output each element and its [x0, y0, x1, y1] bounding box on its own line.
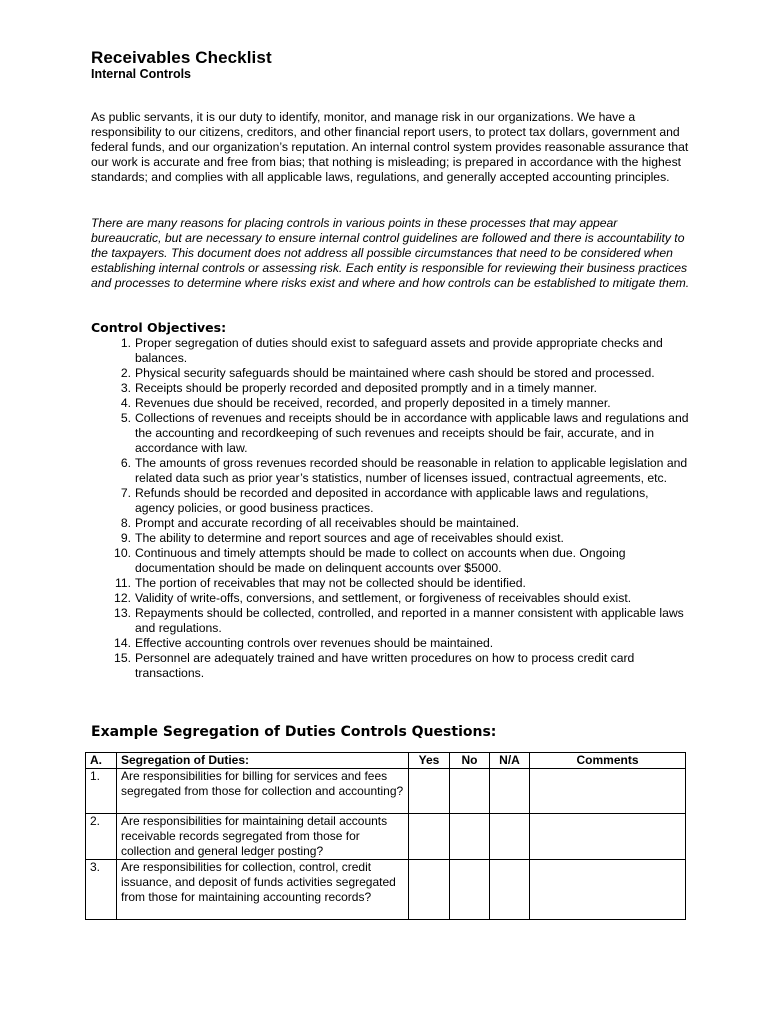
item-text: Personnel are adequately trained and have written procedures on how to process credit card transactions. [135, 651, 635, 680]
item-number: 15. [114, 651, 131, 665]
example-questions-heading: Example Segregation of Duties Controls Questions: [91, 724, 497, 740]
item-number: 6. [120, 456, 131, 470]
item-number: 2. [120, 366, 131, 380]
item-text: Physical security safeguards should be maintained where cash should be stored and processed. [135, 366, 655, 380]
item-number: 11. [114, 576, 131, 590]
row-number: 1. [86, 769, 117, 814]
item-text: Revenues due should be received, recorded, and properly deposited in a timely manner. [135, 396, 611, 410]
item-number: 8. [120, 516, 131, 530]
item-number: 14. [114, 636, 131, 650]
yes-header: Yes [409, 753, 450, 769]
row-question: Are responsibilities for billing for services and fees segregated from those for collection and accounting? [117, 769, 409, 814]
no-cell[interactable] [450, 769, 490, 814]
disclaimer-paragraph: There are many reasons for placing controls in various points in these processes that may appear bureaucratic, but are necessary to ensure internal control guidelines are followed and there is accountability to the taxpayers. This document does not address all possible circumstances that need to be considered when establishing internal controls or assessing risk. Each entity is responsible for reviewing their business practices and processes to determine where risks exist and where and how controls can be established to mitigate them. [91, 216, 690, 290]
row-question: Are responsibilities for maintaining detail accounts receivable records segregated from those for collection and general ledger posting? [117, 814, 409, 860]
row-question: Are responsibilities for collection, control, credit issuance, and deposit of funds activities segregated from those for maintaining accounting records? [117, 860, 409, 920]
list-item [91, 366, 691, 381]
item-number: 9. [120, 531, 131, 545]
item-text: Repayments should be collected, controlled, and reported in a manner consistent with applicable laws and regulations. [135, 606, 684, 635]
item-number: 3. [120, 381, 131, 395]
no-header: No [450, 753, 490, 769]
section-header: A. [86, 753, 117, 769]
list-item [91, 636, 691, 651]
item-text: Validity of write-offs, conversions, and settlement, or forgiveness of receivables should exist. [135, 591, 632, 605]
table-row [86, 814, 686, 860]
list-item [91, 381, 691, 396]
table-row [86, 769, 686, 814]
yes-cell[interactable] [409, 860, 450, 920]
list-item [91, 486, 691, 516]
control-objectives-heading: Control Objectives: [91, 320, 227, 335]
list-item [91, 456, 691, 486]
na-cell[interactable] [490, 769, 530, 814]
no-cell[interactable] [450, 860, 490, 920]
na-header: N/A [490, 753, 530, 769]
row-number: 2. [86, 814, 117, 860]
item-text: The portion of receivables that may not be collected should be identified. [135, 576, 526, 590]
list-item [91, 531, 691, 546]
comments-cell[interactable] [530, 769, 686, 814]
list-item [91, 336, 691, 366]
item-text: Proper segregation of duties should exist to safeguard assets and provide appropriate checks and balances. [135, 336, 663, 365]
item-text: The amounts of gross revenues recorded should be reasonable in relation to applicable legislation and related data such as prior year’s statistics, number of licenses issued, contractual agreements, etc. [135, 456, 688, 485]
list-item [91, 516, 691, 531]
comments-header: Comments [530, 753, 686, 769]
table-row [86, 860, 686, 920]
page-title: Receivables Checklist [91, 48, 272, 67]
item-number: 7. [120, 486, 131, 500]
na-cell[interactable] [490, 860, 530, 920]
page-subtitle: Internal Controls [91, 67, 192, 81]
item-text: Prompt and accurate recording of all receivables should be maintained. [135, 516, 520, 530]
item-text: Refunds should be recorded and deposited in accordance with applicable laws and regulations, agency policies, or good business practices. [135, 486, 649, 515]
row-number: 3. [86, 860, 117, 920]
intro-paragraph: As public servants, it is our duty to identify, monitor, and manage risk in our organizations. We have a responsibility to our citizens, creditors, and other financial report users, to protect tax dollars, government and federal funds, and our organization’s reputation. An internal control system provides reasonable assurance that our work is accurate and free from bias; that nothing is misleading; is prepared in accordance with the highest standards; and complies with all applicable laws, regulations, and generally accepted accounting principles. [91, 110, 689, 184]
no-cell[interactable] [450, 814, 490, 860]
list-item [91, 606, 691, 636]
comments-cell[interactable] [530, 860, 686, 920]
item-text: Effective accounting controls over revenues should be maintained. [135, 636, 494, 650]
item-number: 5. [120, 411, 131, 425]
item-text: The ability to determine and report sources and age of receivables should exist. [135, 531, 564, 545]
list-item [91, 576, 691, 591]
comments-cell[interactable] [530, 814, 686, 860]
table-header-row [86, 753, 686, 769]
yes-cell[interactable] [409, 814, 450, 860]
yes-cell[interactable] [409, 769, 450, 814]
item-number: 1. [120, 336, 131, 350]
item-number: 13. [114, 606, 131, 620]
item-text: Continuous and timely attempts should be made to collect on accounts when due. Ongoing documentation should be made on delinquent accounts over $5000. [135, 546, 626, 575]
item-number: 10. [114, 546, 131, 560]
item-number: 4. [120, 396, 131, 410]
list-item [91, 546, 691, 576]
control-objectives-list [91, 336, 691, 681]
item-number: 12. [114, 591, 131, 605]
item-text: Receipts should be properly recorded and deposited promptly and in a timely manner. [135, 381, 598, 395]
item-text: Collections of revenues and receipts should be in accordance with applicable laws and regulations and the accounting and recordkeeping of such revenues and receipts should be fair, accurate, and in accordance with law. [135, 411, 689, 455]
list-item [91, 591, 691, 606]
list-item [91, 651, 691, 681]
segregation-of-duties-table [85, 752, 686, 920]
list-item [91, 396, 691, 411]
list-item [91, 411, 691, 456]
question-header: Segregation of Duties: [117, 753, 409, 769]
na-cell[interactable] [490, 814, 530, 860]
